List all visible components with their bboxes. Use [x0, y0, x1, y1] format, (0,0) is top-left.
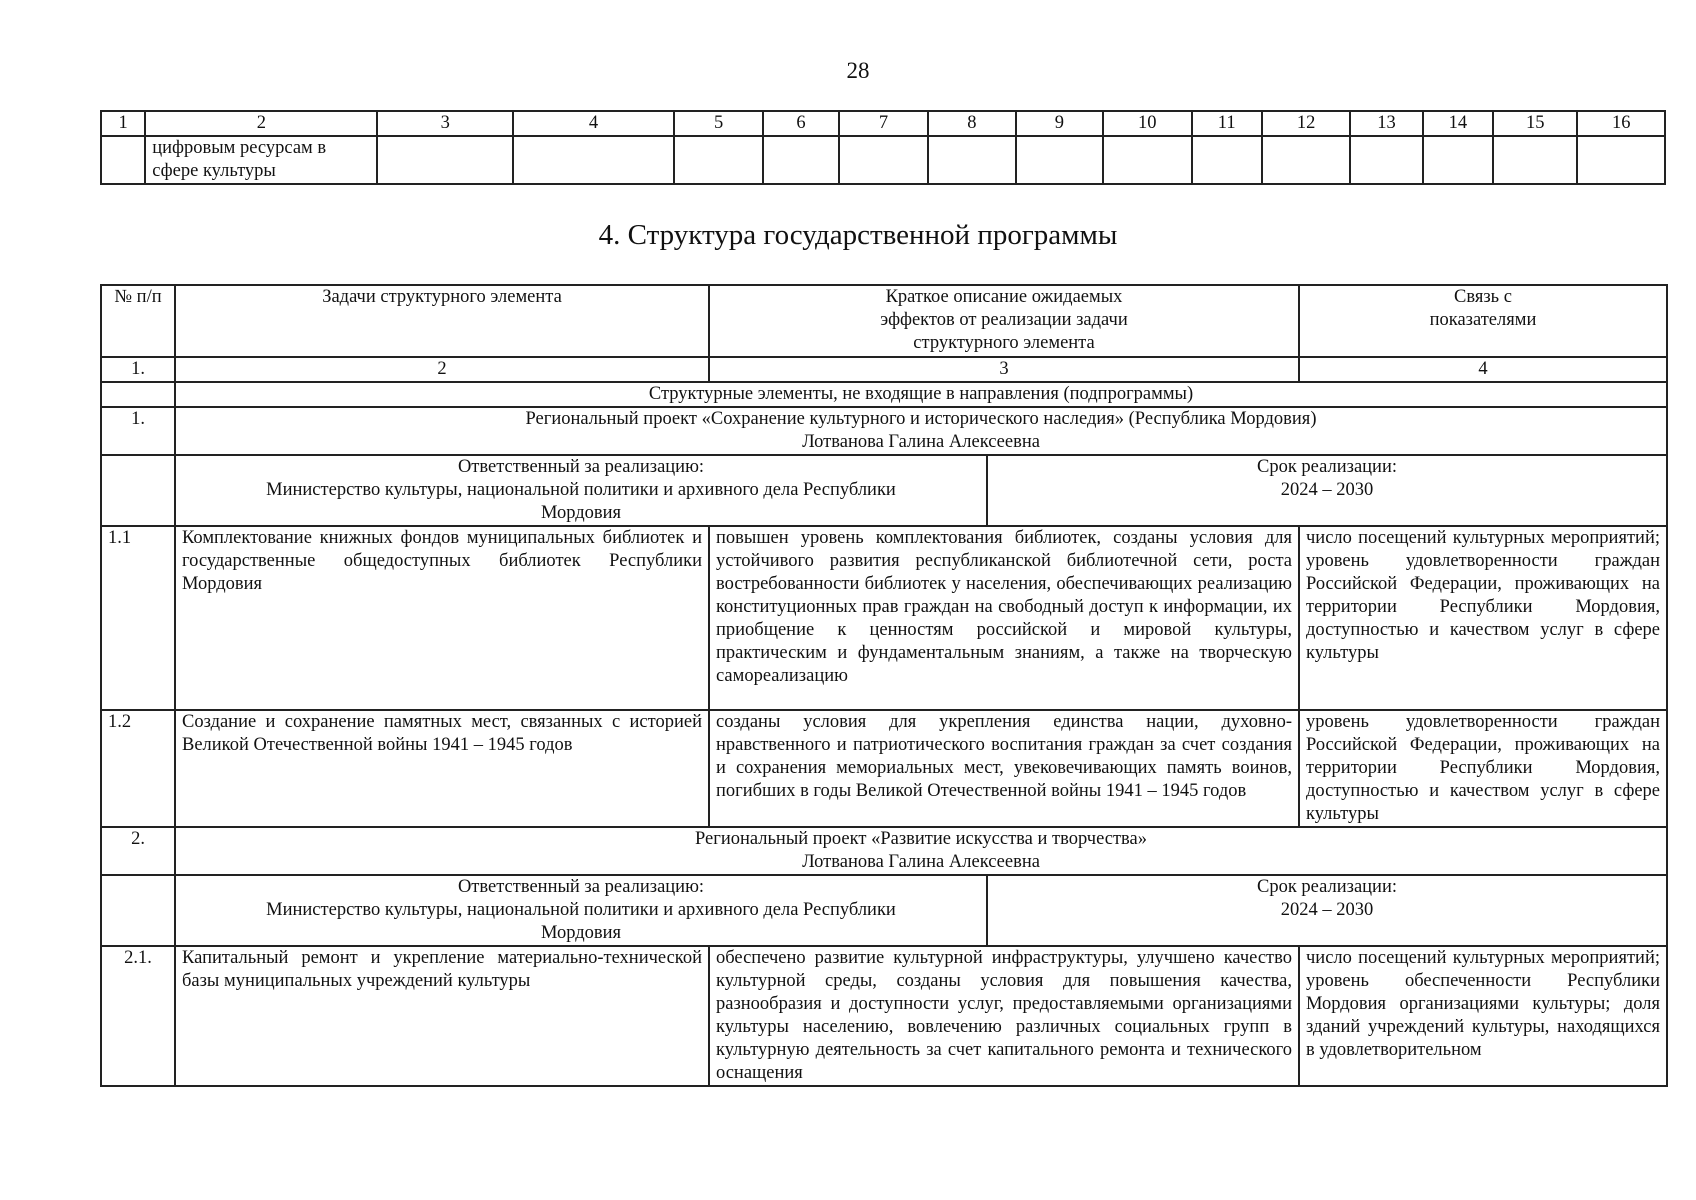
responsible-term-cell — [175, 875, 1667, 946]
responsible-row — [101, 875, 1667, 946]
empty-cell — [1262, 136, 1350, 184]
header-cell: 4 — [513, 111, 674, 136]
section-title: 4. Структура государственной программы — [598, 219, 1118, 251]
continuation-text: цифровым ресурсам в сфере культуры — [145, 136, 377, 184]
empty-cell — [101, 136, 145, 184]
task-row — [101, 526, 1667, 710]
task-effect: повышен уровень комплектования библиотек, созданы условия для устойчивого развития республиканской библиотечной сети, роста востребованности библиотек у населения, обеспечивающих реализацию конституционных прав граждан на свободный доступ к информации, их приобщение к ценностям российской и мировой культуры, практическим и фундаментальным знаниям, а также на творческую самореализацию — [709, 526, 1299, 710]
project-num: 2. — [101, 827, 175, 875]
empty-cell — [1350, 136, 1422, 184]
project-title-cell — [175, 407, 1667, 455]
continuation-table — [100, 110, 1666, 185]
task-effect: созданы условия для укрепления единства нации, духовно-нравственного и патриотического воспитания граждан за счет создания и сохранения мемориальных мест, увековечивающих память воинов, погибших в годы Великой Отечественной войны 1941 – 1945 годов — [709, 710, 1299, 827]
task-row — [101, 710, 1667, 827]
group-row — [101, 382, 1667, 407]
header-cell: 7 — [839, 111, 928, 136]
empty-cell — [674, 136, 763, 184]
page-number: 28 — [846, 58, 870, 83]
structure-table — [100, 284, 1668, 1087]
header-cell: 11 — [1192, 111, 1262, 136]
header-row — [101, 285, 1667, 357]
project-title: Региональный проект «Развитие искусства и творчества» — [694, 829, 1147, 849]
header-cell: 13 — [1350, 111, 1422, 136]
empty-cell — [513, 136, 674, 184]
responsible-label: Ответственный за реализацию: — [457, 457, 705, 477]
task-num: 2.1. — [101, 946, 175, 1086]
term-label: Срок реализации: — [1256, 457, 1397, 477]
term-value: 2024 – 2030 — [1280, 480, 1374, 500]
header-cell: 2 — [145, 111, 377, 136]
header-cell: 9 — [1016, 111, 1103, 136]
empty-cell — [101, 875, 175, 946]
project-row — [101, 407, 1667, 455]
empty-cell — [101, 382, 175, 407]
task-num: 1.2 — [101, 710, 175, 827]
continuation-row — [101, 136, 1665, 184]
empty-cell — [928, 136, 1015, 184]
task-link: число посещений культурных мероприятий; уровень обеспеченности Республики Мордовия организациями культуры; доля зданий учреждений культуры, находящихся в удовлетворительном — [1299, 946, 1667, 1086]
empty-cell — [101, 455, 175, 526]
column-numbers-row — [101, 357, 1667, 382]
empty-cell — [1423, 136, 1493, 184]
header-cell: 8 — [928, 111, 1015, 136]
header-cell: 12 — [1262, 111, 1350, 136]
task-link: уровень удовлетворенности граждан Российской Федерации, проживающих на территории Республики Мордовия, доступностью и качеством услуг в сфере культуры — [1299, 710, 1667, 827]
term-block — [988, 876, 1666, 945]
responsible-term-cell — [175, 455, 1667, 526]
header-cell: 3 — [377, 111, 513, 136]
column-number: 1. — [101, 357, 175, 382]
header-num: № п/п — [101, 285, 175, 357]
empty-cell — [1192, 136, 1262, 184]
project-title-cell — [175, 827, 1667, 875]
header-cell: 10 — [1103, 111, 1191, 136]
header-cell: 5 — [674, 111, 763, 136]
header-cell: 1 — [101, 111, 145, 136]
continuation-header-row — [101, 111, 1665, 136]
task-text: Создание и сохранение памятных мест, связанных с историей Великой Отечественной войны 1941 – 1945 годов — [175, 710, 709, 827]
term-block — [988, 456, 1666, 525]
empty-cell — [1016, 136, 1103, 184]
task-row — [101, 946, 1667, 1086]
task-effect: обеспечено развитие культурной инфраструктуры, улучшено качество культурной среды, созданы условия для повышения качества, разнообразия и доступности услуг, предоставляемыми организациями культуры населению, вовлечению различных социальных групп в культурную деятельность за счет капитального ремонта и технического оснащения — [709, 946, 1299, 1086]
responsible-row — [101, 455, 1667, 526]
empty-cell — [1493, 136, 1577, 184]
header-link: Связь с показателями — [1299, 285, 1667, 357]
project-head: Лотванова Галина Алексеевна — [802, 852, 1040, 872]
project-head: Лотванова Галина Алексеевна — [802, 432, 1040, 452]
project-row — [101, 827, 1667, 875]
column-number: 4 — [1299, 357, 1667, 382]
column-number: 2 — [175, 357, 709, 382]
header-cell: 6 — [763, 111, 838, 136]
empty-cell — [1103, 136, 1191, 184]
group-title: Структурные элементы, не входящие в направления (подпрограммы) — [175, 382, 1667, 407]
task-num: 1.1 — [101, 526, 175, 710]
header-effects: Краткое описание ожидаемых эффектов от реализации задачи структурного элемента — [709, 285, 1299, 357]
responsible-block — [176, 456, 988, 525]
responsible-org: Министерство культуры, национальной политики и архивного дела Республики Мордовия — [266, 480, 896, 523]
empty-cell — [839, 136, 928, 184]
responsible-block — [176, 876, 988, 945]
empty-cell — [1577, 136, 1665, 184]
empty-cell — [377, 136, 513, 184]
header-cell: 14 — [1423, 111, 1493, 136]
project-num: 1. — [101, 407, 175, 455]
project-title: Региональный проект «Сохранение культурного и исторического наследия» (Республика Мордовия) — [525, 409, 1317, 429]
column-number: 3 — [709, 357, 1299, 382]
term-value: 2024 – 2030 — [1280, 900, 1374, 920]
term-label: Срок реализации: — [1256, 877, 1397, 897]
header-cell: 16 — [1577, 111, 1665, 136]
task-text: Комплектование книжных фондов муниципальных библиотек и государственные общедоступных библиотек Республики Мордовия — [175, 526, 709, 710]
responsible-org: Министерство культуры, национальной политики и архивного дела Республики Мордовия — [266, 900, 896, 943]
task-text: Капитальный ремонт и укрепление материально-технической базы муниципальных учреждений культуры — [175, 946, 709, 1086]
empty-cell — [763, 136, 838, 184]
header-tasks: Задачи структурного элемента — [175, 285, 709, 357]
task-link: число посещений культурных мероприятий; уровень удовлетворенности граждан Российской Федерации, проживающих на территории Республики Мордовия, доступностью и качеством услуг в сфере культуры — [1299, 526, 1667, 710]
responsible-label: Ответственный за реализацию: — [457, 877, 705, 897]
header-cell: 15 — [1493, 111, 1577, 136]
